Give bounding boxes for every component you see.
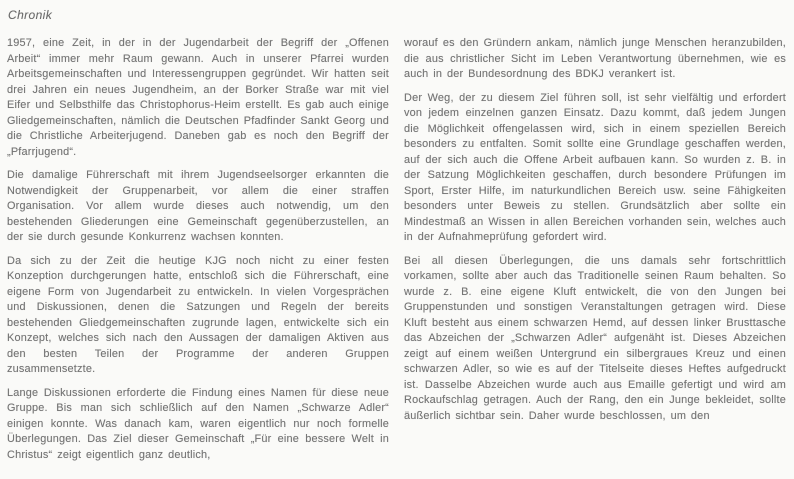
paragraph-left-3: Da sich zu der Zeit die heutige KJG noch nicht zu einer festen Konzeption durchgerungen hatte, entschloß sich die Führerschaft, eine eigene Form von Jugendarbeit zu entwickeln. In vielen Vorgesprächen und Diskussionen, denen die Satzungen und Regeln der bereits bestehenden Gliedgemeinschaften zugrunde lagen, entwickelte sich ein Konzept, welches sich nach den Aussagen der damaligen Aktiven aus den besten Teilen der Programme der anderen Gruppen zusammensetzte. (7, 254, 389, 375)
column-left (7, 6, 389, 479)
paragraph-right-1: worauf es den Gründern ankam, nämlich junge Menschen heranzubilden, die aus christlicher Sicht im Leben Verantwortung übernehmen, wie es auch in der Bundesordnung des BDKJ verankert ist. (404, 37, 786, 80)
paragraph-right-3: Bei all diesen Überlegungen, die uns damals sehr fortschrittlich vorkamen, sollte aber auch das Traditionelle seinen Raum behalten. So wurde z. B. eine eigene Kluft entwickelt, die von den Jungen bei Gruppenstunden und sonstigen Veranstaltungen getragen wird. Diese Kluft besteht aus einem schwarzen Hemd, auf dessen linker Brusttasche das Abzeichen der „Schwarzen Adler“ aufgenäht ist. Dieses Abzeichen zeigt auf einem weißen Untergrund ein silbergraues Kreuz und einen schwarzen Adler, so wie es auf der Titelseite dieses Heftes aufgedruckt ist. Dasselbe Abzeichen wurde auch aus Emaille gefertigt und wird am Rockaufschlag getragen. Auch der Rang, den ein Junge bekleidet, sollte äußerlich sichtbar sein. Daher wurde beschlossen, um den (404, 254, 786, 422)
paragraph-left-4: Lange Diskussionen erforderte die Findung eines Namen für diese neue Gruppe. Bis man sich schließlich auf den Namen „Schwarze Adler“ einigen konnte. Was danach kam, waren eigentlich nur noch formelle Überlegungen. Das Ziel dieser Gemeinschaft „Für eine bessere Welt in Christus“ zeigt eigentlich ganz deutlich, (7, 386, 389, 461)
page-title (8, 8, 389, 22)
page-title-text: Chronik (8, 8, 53, 22)
paragraph-right-2: Der Weg, der zu diesem Ziel führen soll, ist sehr vielfältig und erfordert von jedem einzelnen ganzen Einsatz. Dazu kommt, daß jedem Jungen die Möglichkeit offengelassen wird, sich in einem speziellen Bereich besonders zu entfalten. Somit sollte eine Grundlage geschaffen werden, auf der sich auch die Offene Arbeit aufbauen kann. So wurden z. B. in der Satzung Möglichkeiten geschaffen, durch besondere Prüfungen im Sport, Erster Hilfe, im naturkundlichen Bereich usw. seine Fähigkeiten besonders unter Beweis zu stellen. Grundsätzlich aber sollte ein Mindestmaß an Wissen in allen Bereichen vorhanden sein, welches auch in der Aufnahmeprüfung gefordert wird. (404, 91, 786, 243)
paragraph-left-2: Die damalige Führerschaft mit ihrem Jugendseelsorger erkannten die Notwendigkeit der Gruppenarbeit, vor allem die einer straffen Organisation. Vor allem wurde dieses auch notwendig, um den bestehenden Gliederungen eine Gemeinschaft gegenüberzustellen, an der sie durch gesunde Konkurrenz wachsen konnten. (7, 169, 389, 243)
paragraph-left-1: 1957, eine Zeit, in der in der Jugendarbeit der Begriff der „Offenen Arbeit“ immer mehr Raum gewann. Auch in unserer Pfarrei wurden Arbeitsgemeinschaften und Interessengruppen gegründet. Wir hatten seit drei Jahren ein neues Jugendheim, an der Borker Straße war mit viel Eifer und Selbsthilfe das Christophorus-Heim erstellt. Es gab auch einige Gliedgemeinschaften, nämlich die Deutschen Pfadfinder Sankt Georg und die Christliche Arbeiterjugend. Daneben gab es noch den Begriff der „Pfarrjugend“. (7, 37, 389, 158)
column-right (404, 6, 786, 479)
